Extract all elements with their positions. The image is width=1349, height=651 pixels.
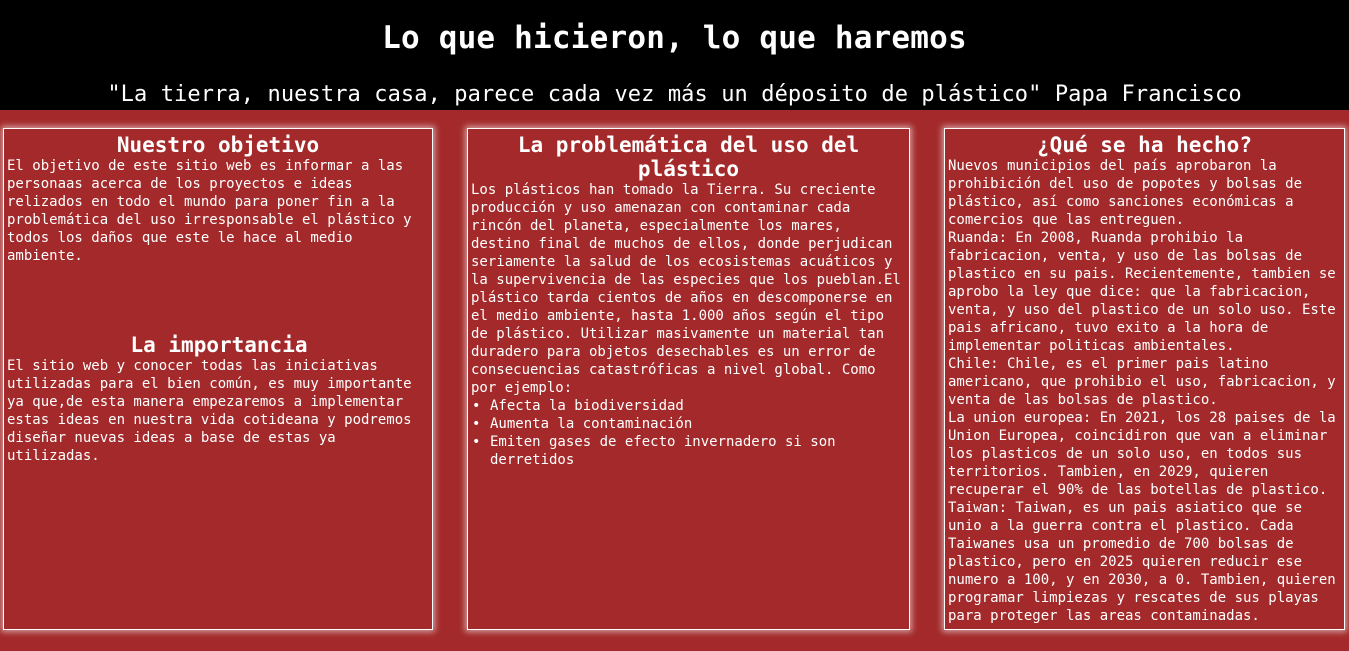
problematica-heading: La problemática del uso del plástico: [517, 133, 860, 181]
objetivo-heading: Nuestro objetivo: [116, 133, 320, 157]
objetivo-text: El objetivo de este sitio web es informar a las personaas acerca de los proyectos e ideas relizados en todo el mundo para poner fin a la problemática del uso irresponsable el plástico y todos los daños que este le hace al medio ambiente.: [7, 158, 412, 264]
que-se-ha-hecho-card: [944, 128, 1345, 630]
taiwan-paragraph: Taiwan: Taiwan, es un pais asiatico que se unio a la guerra contra el plastico. Cada Taiwanes usa un promedio de 700 bolsas de plastico, pero en 2025 quieren reducir ese numero a 100, y en 2030, a 0. Tambien, quieren programar limpiezas y rescates de sus playas para proteger las areas contaminadas.: [948, 500, 1336, 624]
importancia-text: El sitio web y conocer todas las iniciativas utilizadas para el bien común, es muy importante ya que,de esta manera empezaremos a implementar estas ideas en nuestra vida cotideana y podremos diseñar nuevas ideas a base de estas ya utilizadas.: [7, 358, 412, 464]
list-item: • Aumenta la contaminación: [471, 415, 906, 433]
municipios-paragraph: Nuevos municipios del país aprobaron la prohibición del uso de popotes y bolsas de plástico, así como sanciones económicas a comercios que las entreguen.: [948, 158, 1303, 228]
importancia-heading: La importancia: [130, 333, 308, 357]
problematica-card: [467, 128, 910, 630]
header-quote: "La tierra, nuestra casa, parece cada vez más un déposito de plástico" Papa Francisco: [107, 82, 1242, 107]
chile-paragraph: Chile: Chile, es el primer pais latino americano, que prohibio el uso, fabricacion, y venta de las bolsas de plastico.: [948, 356, 1336, 408]
union-europea-paragraph: La union europea: En 2021, los 28 paises de la Union Europea, coincidiron que van a eliminar los plasticos de un solo uso, en todos sus territorios. Tambien, en 2029, quieren recuperar el 90% de las botellas de plastico.: [948, 410, 1336, 498]
consequences-list: [471, 397, 906, 469]
page-header: [0, 0, 1349, 110]
ruanda-paragraph: Ruanda: En 2008, Ruanda prohibio la fabricacion, venta, y uso de las bolsas de plastico en su pais. Recientemente, tambien se aprobo la ley que dice: que la fabricacion, venta, y uso del plastico de un solo uso. Este pais africano, tuvo exito a la hora de implementar politicas ambientales.: [948, 230, 1336, 354]
objetivo-card: [3, 128, 433, 630]
list-item: • Afecta la biodiversidad: [471, 397, 906, 415]
list-item: • Emiten gases de efecto invernadero si son derretidos: [471, 433, 906, 469]
page-title: Lo que hicieron, lo que haremos: [382, 20, 967, 56]
problematica-text: Los plásticos han tomado la Tierra. Su creciente producción y uso amenazan con contaminar cada rincón del planeta, especialmente los mares, destino final de muchos de ellos, donde perjudican seriamente la salud de los ecosistemas acuáticos y la supervivencia de las especies que los pueblan.El plástico tarda cientos de años en descomponerse en el medio ambiente, hasta 1.000 años según el tipo de plástico. Utilizar masivamente un material tan duradero para objetos desechables es un error de consecuencias catastróficas a nivel global. Como por ejemplo:: [471, 182, 901, 396]
que-se-ha-hecho-heading: ¿Qué se ha hecho?: [1037, 133, 1252, 157]
importancia-section: [7, 329, 431, 465]
